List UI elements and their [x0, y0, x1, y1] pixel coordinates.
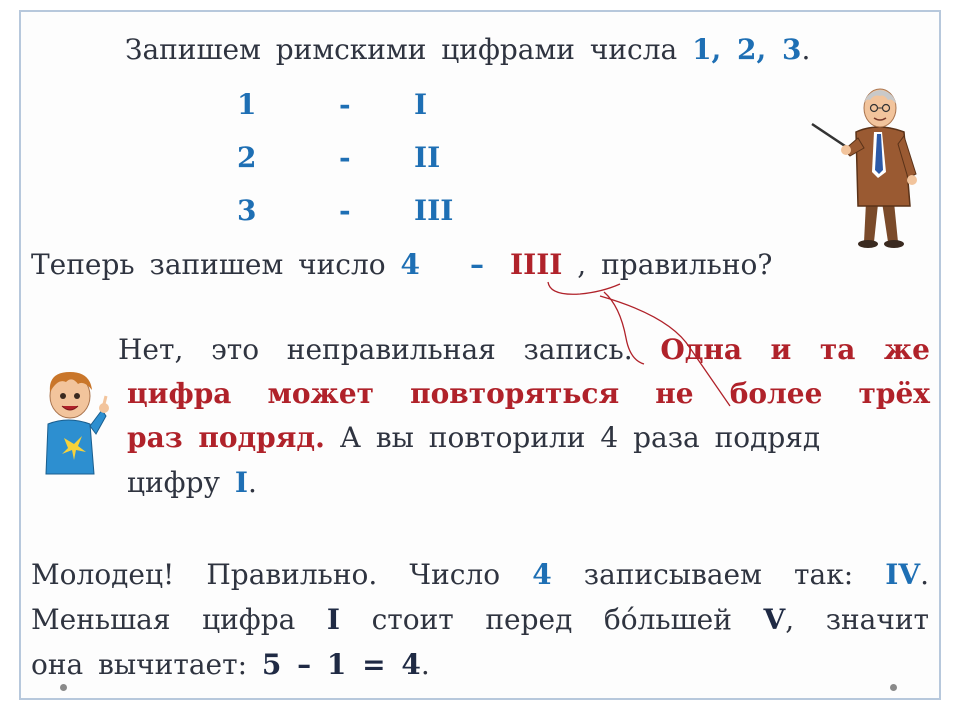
conclusion-text: стоит перед бóльшей [340, 603, 764, 636]
intro-numbers: 1, 2, 3 [692, 33, 802, 66]
question-roman: IIII [510, 248, 563, 281]
corner-dot-left [60, 684, 67, 691]
answer-roman: I [234, 466, 248, 499]
answer-line-3 [127, 421, 820, 455]
answer-line-1 [118, 333, 930, 367]
conclusion-text: Меньшая цифра [31, 603, 327, 636]
answer-text: А вы повторили 4 раза подряд [324, 421, 821, 454]
conclusion-roman-v: V [763, 603, 786, 636]
arabic-numeral: 1 [237, 88, 257, 121]
question-text: Теперь запишем число [31, 248, 401, 281]
conclusion-line-3 [31, 648, 430, 682]
answer-rule: Одна и та же [660, 333, 930, 366]
conclusion-expression: 5 – 1 = 4 [261, 648, 421, 681]
row-dash: - [339, 88, 351, 121]
conclusion-text: , значит [785, 603, 930, 636]
intro-line [125, 33, 810, 67]
answer-text: цифру [127, 466, 235, 499]
conclusion-line-1 [31, 558, 929, 592]
arabic-numeral: 3 [237, 194, 257, 227]
roman-numeral: III [414, 194, 454, 227]
question-number: 4 [400, 248, 421, 281]
question-tail: , правильно? [562, 248, 773, 281]
answer-text: Нет, это неправильная запись. [118, 333, 661, 366]
conclusion-roman: IV [885, 558, 921, 591]
answer-line-4 [127, 466, 257, 500]
conclusion-text: она вычитает: [31, 648, 262, 681]
intro-end: . [801, 33, 811, 66]
conclusion-text: записываем так: [551, 558, 886, 591]
teacher-illustration [808, 82, 932, 250]
corner-dot-right [890, 684, 897, 691]
roman-numeral: II [414, 141, 441, 174]
conclusion-roman-i: I [326, 603, 341, 636]
answer-rule: раз подряд. [127, 421, 325, 454]
conclusion-text: Молодец! Правильно. Число [31, 558, 533, 591]
row-dash: - [339, 194, 351, 227]
conclusion-end: . [420, 648, 430, 681]
arabic-numeral: 2 [237, 141, 257, 174]
conclusion-line-2 [31, 603, 929, 637]
conclusion-end: . [920, 558, 929, 591]
intro-text: Запишем римскими цифрами числа [125, 33, 693, 66]
roman-numeral: I [414, 88, 428, 121]
question-dash: – [470, 248, 485, 281]
row-dash: - [339, 141, 351, 174]
answer-rule: цифра может повторяться не более трёх [127, 377, 930, 410]
answer-end: . [248, 466, 257, 499]
boy-illustration [34, 364, 110, 482]
conclusion-number: 4 [532, 558, 552, 591]
answer-line-2 [127, 377, 930, 411]
